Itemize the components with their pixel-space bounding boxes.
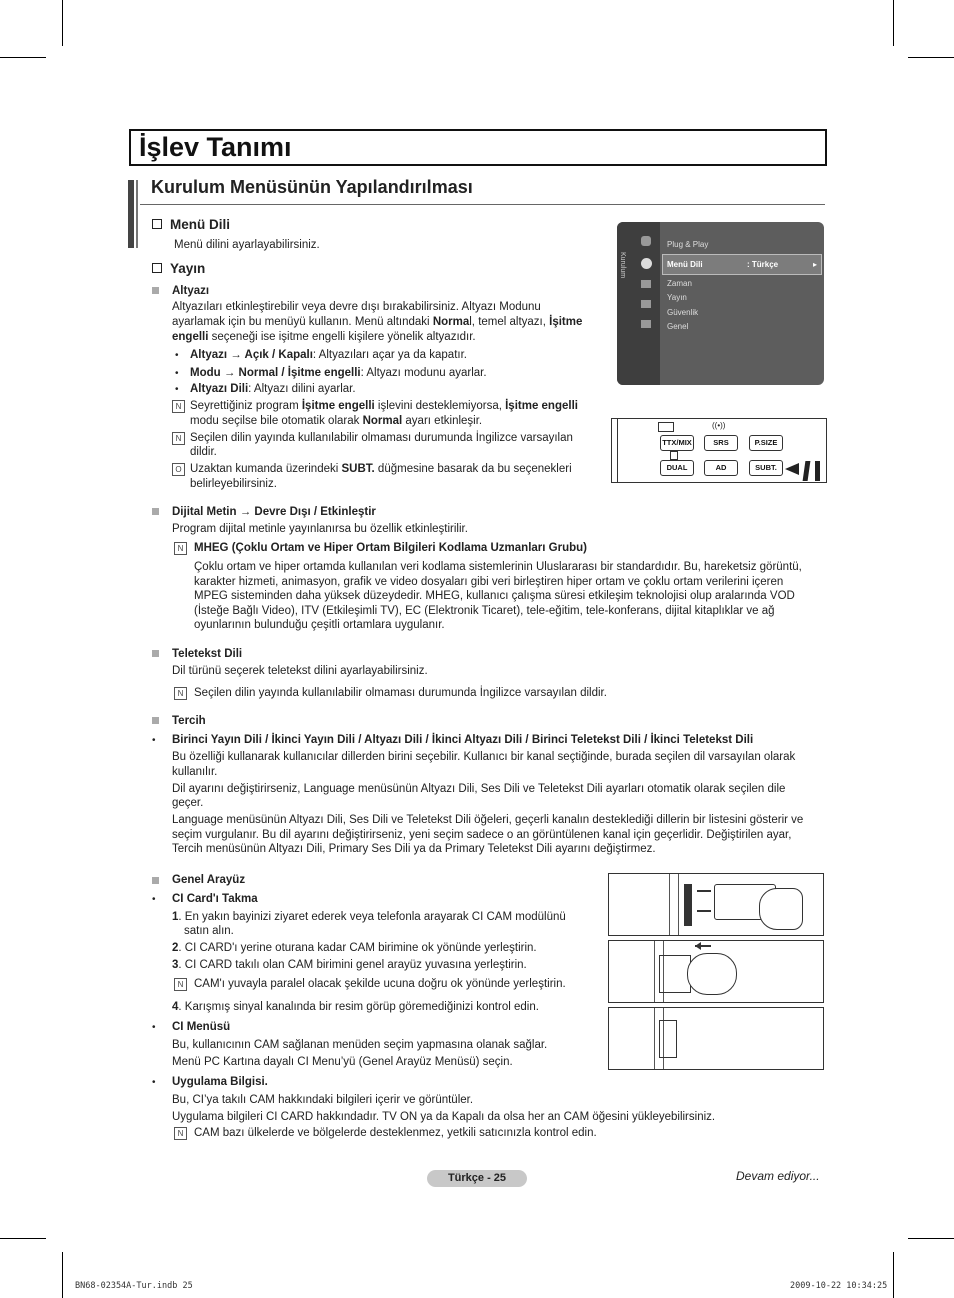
mheg-heading: MHEG (Çoklu Ortam ve Hiper Ortam Bilgileri Kodlama Uzmanları Grubu) bbox=[194, 542, 587, 554]
menu-dili-desc: Menü dilini ayarlayabilirsiniz. bbox=[174, 239, 320, 251]
ci-note: CAM'ı yuvayla paralel olacak şekilde ucuna doğru ok yönünde yerleştirin. bbox=[194, 978, 566, 990]
page-title-box bbox=[129, 129, 827, 166]
osd-menu bbox=[617, 222, 824, 385]
osd-item[interactable]: Güvenlik bbox=[667, 308, 699, 317]
osd-setup-icon bbox=[641, 258, 652, 269]
remote-illustration bbox=[611, 418, 827, 483]
ci-step: satın alın. bbox=[184, 925, 234, 937]
ci-step: 2. CI CARD'ı yerine oturana kadar CAM birimine ok yönünde yerleştirin. bbox=[172, 942, 537, 954]
finger-icon bbox=[815, 461, 820, 481]
bullet-icon: • bbox=[175, 350, 179, 361]
osd-item[interactable]: Plug & Play bbox=[667, 240, 709, 249]
altyazi-desc-line: engelli seçeneği ise işitme engelli kişilere yönelik altyazıdır. bbox=[172, 331, 476, 343]
ci-step: 4. Karışmış sinyal kanalında bir resim görüp göremediğinizi kontrol edin. bbox=[172, 1001, 539, 1013]
print-date-label: 2009-10-22 10:34:25 bbox=[790, 1281, 888, 1291]
note-icon: N bbox=[174, 542, 187, 555]
ci-step: 1. En yakın bayinizi ziyaret ederek veya telefonla arayarak CI CAM modülünü bbox=[172, 911, 566, 923]
tercih-line: Bu özelliği kullanarak kullanıcılar dillerden birini seçebilir. Kullanıcı bir kanal seçtiğinde, burada seçilen dil varsayılan olarak bbox=[172, 751, 796, 763]
ci-menu-line: Menü PC Kartına dayalı CI Menu’yü (Genel Arayüz Menüsü) seçin. bbox=[172, 1056, 513, 1068]
bullet-icon: • bbox=[152, 1022, 156, 1033]
osd-input-icon bbox=[641, 280, 651, 288]
tercih-line: Tercih menüsünün Altyazı Dili, Primary Ses Dili ya da Primary Teletekst Dili ayarını değiştirmez. bbox=[172, 843, 656, 855]
tv-icon bbox=[658, 422, 674, 432]
bullet-icon: • bbox=[175, 368, 179, 379]
checkbox-icon bbox=[152, 263, 162, 273]
mheg-line: karakter hizmeti, animasyon, grafik ve video dosyaları gibi veri birleştiren hiper ortam ve çoklu ortam verilerini içeren bbox=[194, 576, 784, 588]
note-icon: N bbox=[174, 687, 187, 700]
mheg-line: MPEG sisteminden daha yüksek düzeydedir. MHEG, kullanıcı çalışma süresi etkileşim teknolojisi olup aralarında VOD bbox=[194, 590, 795, 602]
square-bullet-icon bbox=[152, 508, 159, 515]
ci-card-heading: CI Card'ı Takma bbox=[172, 893, 258, 905]
bullet-icon: • bbox=[152, 1077, 156, 1088]
continue-label: Devam ediyor... bbox=[736, 1169, 820, 1183]
dual-button[interactable]: DUAL bbox=[660, 460, 694, 476]
bullet-icon: • bbox=[175, 384, 179, 395]
menu-dili-heading: Menü Dili bbox=[152, 217, 230, 232]
osd-side-label: Kurulum bbox=[619, 252, 626, 279]
uygulama-note: CAM bazı ülkelerde ve bölgelerde desteklenmez, yetkili satıcınızla kontrol edin. bbox=[194, 1127, 597, 1139]
checkbox-icon bbox=[152, 219, 162, 229]
note-icon: N bbox=[172, 400, 185, 413]
srs-button[interactable]: SRS bbox=[704, 435, 738, 451]
altyazi-bullet: Altyazı → Açık / Kapalı: Altyazıları açar ya da kapatır. bbox=[190, 349, 467, 361]
altyazi-note: Seçilen dilin yayında kullanılabilir olmaması durumunda İngilizce varsayılan bbox=[190, 432, 573, 444]
ci-illustration-1 bbox=[608, 873, 824, 936]
print-file-label: BN68-02354A-Tur.indb 25 bbox=[75, 1281, 193, 1291]
pointer-arrow-icon bbox=[785, 463, 799, 475]
section-bar bbox=[128, 180, 134, 248]
square-bullet-icon bbox=[152, 877, 159, 884]
tercih-line: Language menüsünün Altyazı Dili, Ses Dili ve Teletekst Dili öğeleri, geçerli kanalın desteklediği dillerin bir listesini gösterir ve bbox=[172, 814, 804, 826]
section-title: Kurulum Menüsünün Yapılandırılması bbox=[151, 177, 473, 197]
osd-item[interactable]: Genel bbox=[667, 322, 689, 331]
section-bar-thin bbox=[136, 180, 138, 248]
finger-icon bbox=[803, 461, 811, 481]
note-icon: N bbox=[174, 1127, 187, 1140]
audio-icon: ((•)) bbox=[712, 421, 726, 430]
altyazi-desc-line: ayarlamak için bu menüyü kullanın. Menü altındaki Normal, temel altyazı, İşitme bbox=[172, 316, 583, 328]
section-rule bbox=[140, 204, 825, 205]
altyazi-note: dildir. bbox=[190, 446, 217, 458]
square-bullet-icon bbox=[152, 650, 159, 657]
osd-app-icon bbox=[641, 300, 651, 308]
bullet-icon: • bbox=[152, 735, 156, 746]
altyazi-heading: Altyazı bbox=[172, 285, 210, 297]
osd-item-selected[interactable]: Menü Dili bbox=[667, 260, 703, 269]
ci-menu-heading: CI Menüsü bbox=[172, 1021, 231, 1033]
osd-item[interactable]: Zaman bbox=[667, 279, 692, 288]
altyazi-note: modu seçilse bile otomatik olarak Normal ayarı etkinleşir. bbox=[190, 415, 483, 427]
yayin-heading: Yayın bbox=[152, 261, 205, 276]
tercih-bullet: Birinci Yayın Dili / İkinci Yayın Dili / Altyazı Dili / İkinci Altyazı Dili / Birinci Teletekst Dili / İkinci Teletekst Dili bbox=[172, 734, 754, 746]
tercih-line: geçer. bbox=[172, 797, 204, 809]
teletekst-heading: Teletekst Dili bbox=[172, 648, 243, 660]
altyazi-note: belirleyebilirsiniz. bbox=[190, 478, 277, 490]
tercih-line: kullanılır. bbox=[172, 766, 218, 778]
note-icon: N bbox=[172, 432, 185, 445]
ad-button[interactable]: AD bbox=[704, 460, 738, 476]
square-bullet-icon bbox=[152, 717, 159, 724]
dijital-heading: Dijital Metin → Devre Dışı / Etkinleştir bbox=[172, 506, 376, 518]
osd-sidebar bbox=[617, 222, 660, 385]
sub-icon bbox=[670, 451, 678, 460]
ci-menu-line: Bu, kullanıcının CAM sağlanan menüden seçim yapmasına olanak sağlar. bbox=[172, 1039, 548, 1051]
p-size-button[interactable]: P.SIZE bbox=[749, 435, 783, 451]
altyazi-bullet: Modu → Normal / İşitme engelli: Altyazı modunu ayarlar. bbox=[190, 367, 487, 379]
note-icon: N bbox=[174, 978, 187, 991]
tercih-line: Dil ayarını değiştirirseniz, Language menüsünün Altyazı Dili, Ses Dili ve Teletekst Dili ayarları otomatik olarak seçilen dile bbox=[172, 783, 786, 795]
ci-illustration-3 bbox=[608, 1007, 824, 1070]
altyazi-bullet: Altyazı Dili: Altyazı dilini ayarlar. bbox=[190, 383, 356, 395]
osd-selected-value: : Türkçe bbox=[747, 260, 779, 269]
teletekst-desc: Dil türünü seçerek teletekst dilini ayarlayabilirsiniz. bbox=[172, 665, 428, 677]
osd-support-icon bbox=[641, 320, 651, 328]
page-title: İşlev Tanımı bbox=[139, 132, 292, 162]
remote-note-icon: O bbox=[172, 463, 185, 476]
mheg-line: oyunlarının bulunduğu çeşitli ortamlara uygulanır. bbox=[194, 619, 445, 631]
altyazi-note: Uzaktan kumanda üzerindeki SUBT. düğmesine basarak da bu seçenekleri bbox=[190, 463, 572, 475]
tercih-heading: Tercih bbox=[172, 715, 206, 727]
uygulama-line: Uygulama bilgileri CI CARD hakkındadır. TV ON ya da Kapalı da olsa her an CAM öğesini yükleyebilirsiniz. bbox=[172, 1111, 716, 1123]
mheg-line: (İsteğe Bağlı Video), ITV (Etkileşimli TV), EC (Elektronik Ticaret), tele-eğitim, tele-konferans, dijital kitaplıklar ve ağ bbox=[194, 605, 775, 617]
genel-heading: Genel Arayüz bbox=[172, 874, 246, 886]
bullet-icon: • bbox=[152, 894, 156, 905]
tercih-line: seçim vurgulanır. Bu dil ayarını değiştirirseniz, yeni seçim sadece o an görüntülenen kanal için geçerlidir. Değiştirilen ayar, bbox=[172, 829, 792, 841]
altyazi-note: Seyrettiğiniz program İşitme engelli işlevini desteklemiyorsa, İşitme engelli bbox=[190, 400, 578, 412]
uygulama-line: Bu, CI’ya takılı CAM hakkındaki bilgileri içerir ve görüntüler. bbox=[172, 1094, 474, 1106]
dijital-desc: Program dijital metinle yayınlanırsa bu özellik etkinleştirilir. bbox=[172, 523, 468, 535]
subt-button[interactable]: SUBT. bbox=[749, 460, 783, 476]
mheg-line: Çoklu ortam ve hiper ortamda kullanılan veri kodlama sistemlerinin Uluslararası bir standardıdır. Bu, hareketsiz görüntü, bbox=[194, 561, 802, 573]
altyazi-desc-line: Altyazıları etkinleştirebilir veya devre dışı bırakabilirsiniz. Altyazı Modunu bbox=[172, 301, 541, 313]
uygulama-heading: Uygulama Bilgisi. bbox=[172, 1076, 268, 1088]
page-number-badge: Türkçe - 25 bbox=[427, 1170, 527, 1187]
square-bullet-icon bbox=[152, 287, 159, 294]
ttx-mix-button[interactable]: TTX/MIX bbox=[660, 435, 694, 451]
ci-step: 3. CI CARD takılı olan CAM birimini genel arayüz yuvasına yerleştirin. bbox=[172, 959, 527, 971]
osd-item[interactable]: Yayın bbox=[667, 293, 687, 302]
osd-picture-icon bbox=[641, 236, 651, 246]
chevron-right-icon: ▸ bbox=[813, 260, 818, 269]
ci-illustration-2 bbox=[608, 940, 824, 1003]
teletekst-note: Seçilen dilin yayında kullanılabilir olmaması durumunda İngilizce varsayılan dildir. bbox=[194, 687, 607, 699]
